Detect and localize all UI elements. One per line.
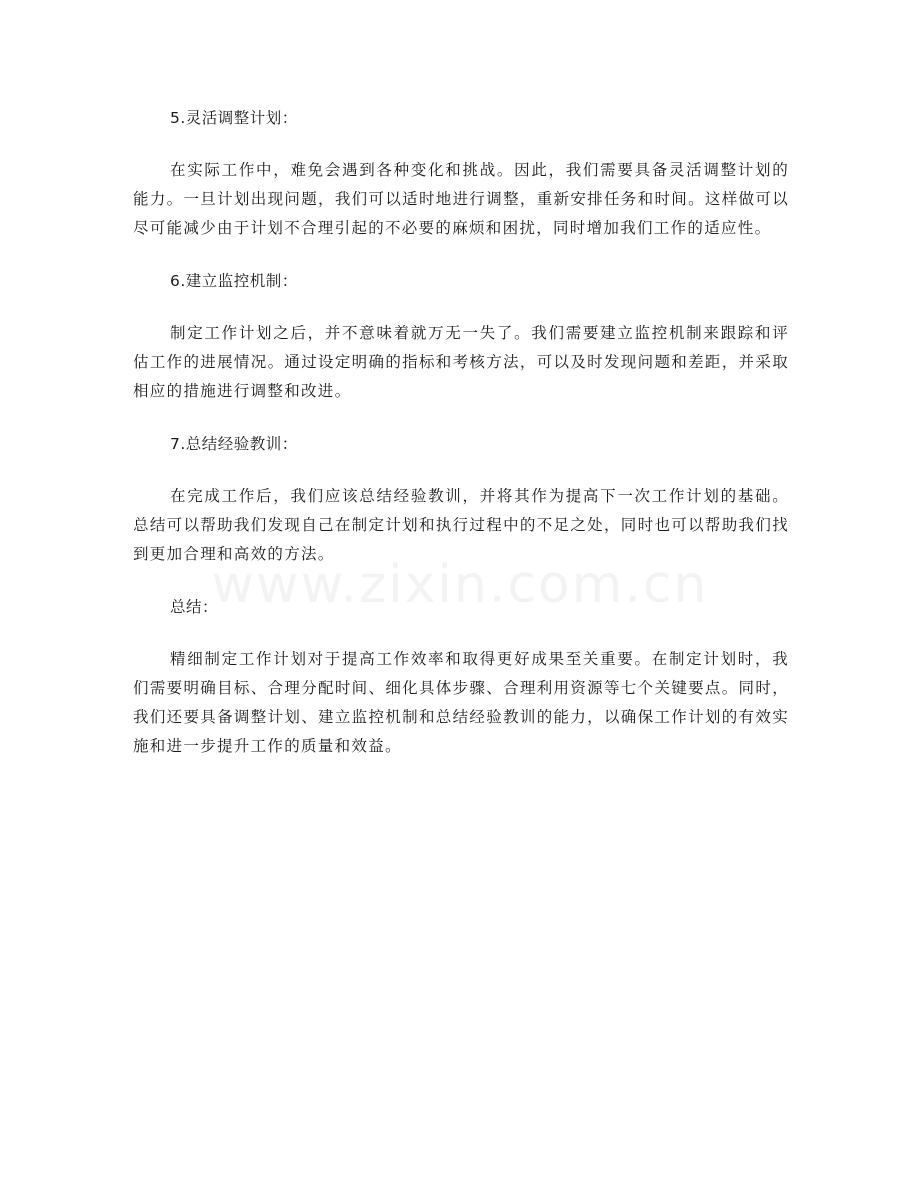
section-heading: 总结： <box>170 598 219 616</box>
section-paragraph: 精细制定工作计划对于提高工作效率和取得更好成果至关重要。在制定计划时，我们需要明确目标、合理分配时间、细化具体步骤、合理利用资源等七个关键要点。同时，我们还要具备调整计划、建立监控机制和总结经验教训的能力，以确保工作计划的有效实施和进一步提升工作的质量和效益。 <box>133 650 789 755</box>
section-heading: 6.建立监控机制： <box>170 272 298 290</box>
section-paragraph: 在实际工作中，难免会遇到各种变化和挑战。因此，我们需要具备灵活调整计划的能力。一旦计划出现问题，我们可以适时地进行调整，重新安排任务和时间。这样做可以尽可能减少由于计划不合理引起的不必要的麻烦和困扰，同时增加我们工作的适应性。 <box>133 161 789 237</box>
section-flexible-adjustment <box>133 104 789 243</box>
section-paragraph: 制定工作计划之后，并不意味着就万无一失了。我们需要建立监控机制来跟踪和评估工作的进展情况。通过设定明确的指标和考核方法，可以及时发现问题和差距，并采取相应的措施进行调整和改进。 <box>133 324 789 400</box>
section-lessons-learned <box>133 430 789 569</box>
section-paragraph: 在完成工作后，我们应该总结经验教训，并将其作为提高下一次工作计划的基础。总结可以帮助我们发现自己在制定计划和执行过程中的不足之处，同时也可以帮助我们找到更加合理和高效的方法。 <box>133 487 789 563</box>
watermark: www.zixin.com.cn <box>211 555 709 615</box>
section-summary <box>133 593 789 761</box>
section-monitoring-mechanism <box>133 267 789 406</box>
section-heading: 5.灵活调整计划： <box>170 109 298 127</box>
section-heading: 7.总结经验教训： <box>170 435 298 453</box>
document-body <box>133 104 789 785</box>
